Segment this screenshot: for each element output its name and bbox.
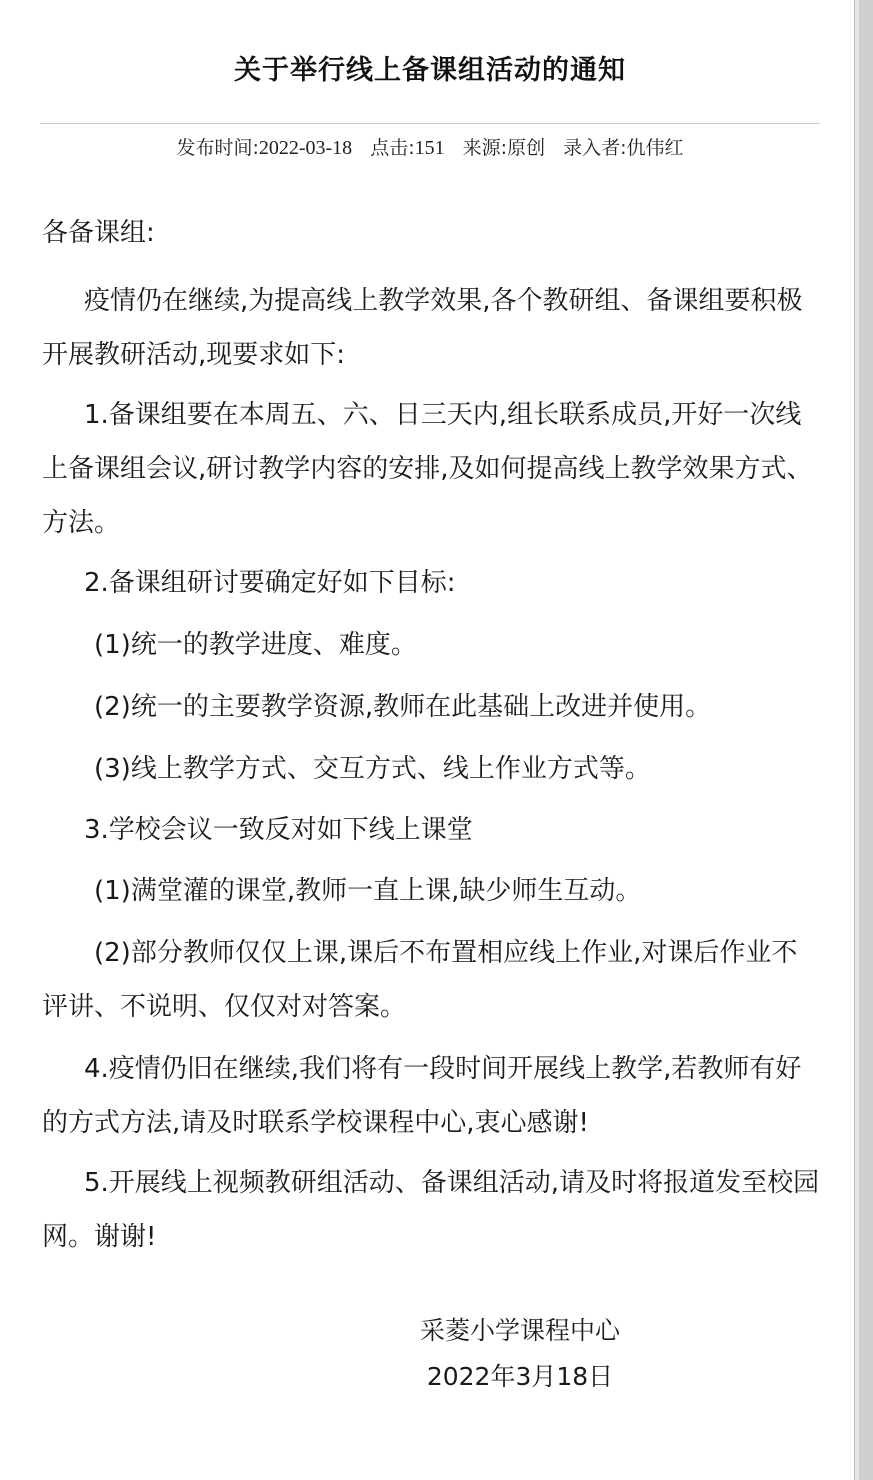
paragraph-item-2-1: (1)统一的教学进度、难度。 [94, 630, 417, 660]
paragraph-item-3-1: (1)满堂灌的课堂,教师一直上课,缺少师生互动。 [94, 876, 642, 906]
scrollbar-track-edge [855, 0, 859, 1480]
clicks-info [370, 137, 444, 159]
publish-info [176, 137, 352, 159]
paragraph-item-2-3: (3)线上教学方式、交互方式、线上作业方式等。 [94, 754, 651, 784]
paragraph-item-5: 5.开展线上视频教研组活动、备课组活动,请及时将报道发至校园网。谢谢! [42, 1168, 820, 1252]
source-value: 原创 [507, 137, 546, 159]
title-divider [40, 123, 820, 124]
paragraph-item-1: 1.备课组要在本周五、六、日三天内,组长联系成员,开好一次线上备课组会议,研讨教学内容的安排,及如何提高线上教学效果方式、方法。 [42, 400, 813, 538]
source-label: 来源: [462, 137, 508, 159]
clicks-count: 151 [414, 137, 445, 159]
notice-meta [0, 133, 860, 160]
paragraph-item-3-2: (2)部分教师仅仅上课,课后不布置相应线上作业,对课后作业不评讲、不说明、仅仅对对答案。 [42, 938, 798, 1022]
signature-date: 2022年3月18日 [426, 1362, 614, 1391]
paragraph-item-2-2: (2)统一的主要教学资源,教师在此基础上改进并使用。 [94, 692, 712, 722]
author-info [563, 137, 683, 159]
author-label: 录入者: [563, 137, 627, 159]
greeting: 各备课组: [42, 218, 155, 248]
vertical-scrollbar[interactable] [854, 0, 873, 1480]
paragraph-item-4: 4.疫情仍旧在继续,我们将有一段时间开展线上教学,若教师有好的方式方法,请及时联系学校课程中心,衷心感谢! [42, 1054, 802, 1138]
paragraph-intro: 疫情仍在继续,为提高线上教学效果,各个教研组、备课组要积极开展教研活动,现要求如下: [42, 286, 803, 370]
source-info [463, 137, 545, 159]
paragraph-item-2: 2.备课组研讨要确定好如下目标: [84, 568, 456, 598]
notice-title: 关于举行线上备课组活动的通知 [234, 55, 626, 86]
publish-label: 发布时间: [176, 137, 259, 159]
publish-date: 2022-03-18 [258, 137, 353, 159]
author-value: 仇伟红 [626, 137, 684, 159]
paragraph-item-3: 3.学校会议一致反对如下线上课堂 [84, 815, 473, 845]
signature-org: 采菱小学课程中心 [419, 1316, 620, 1345]
clicks-label: 点击: [370, 137, 415, 159]
